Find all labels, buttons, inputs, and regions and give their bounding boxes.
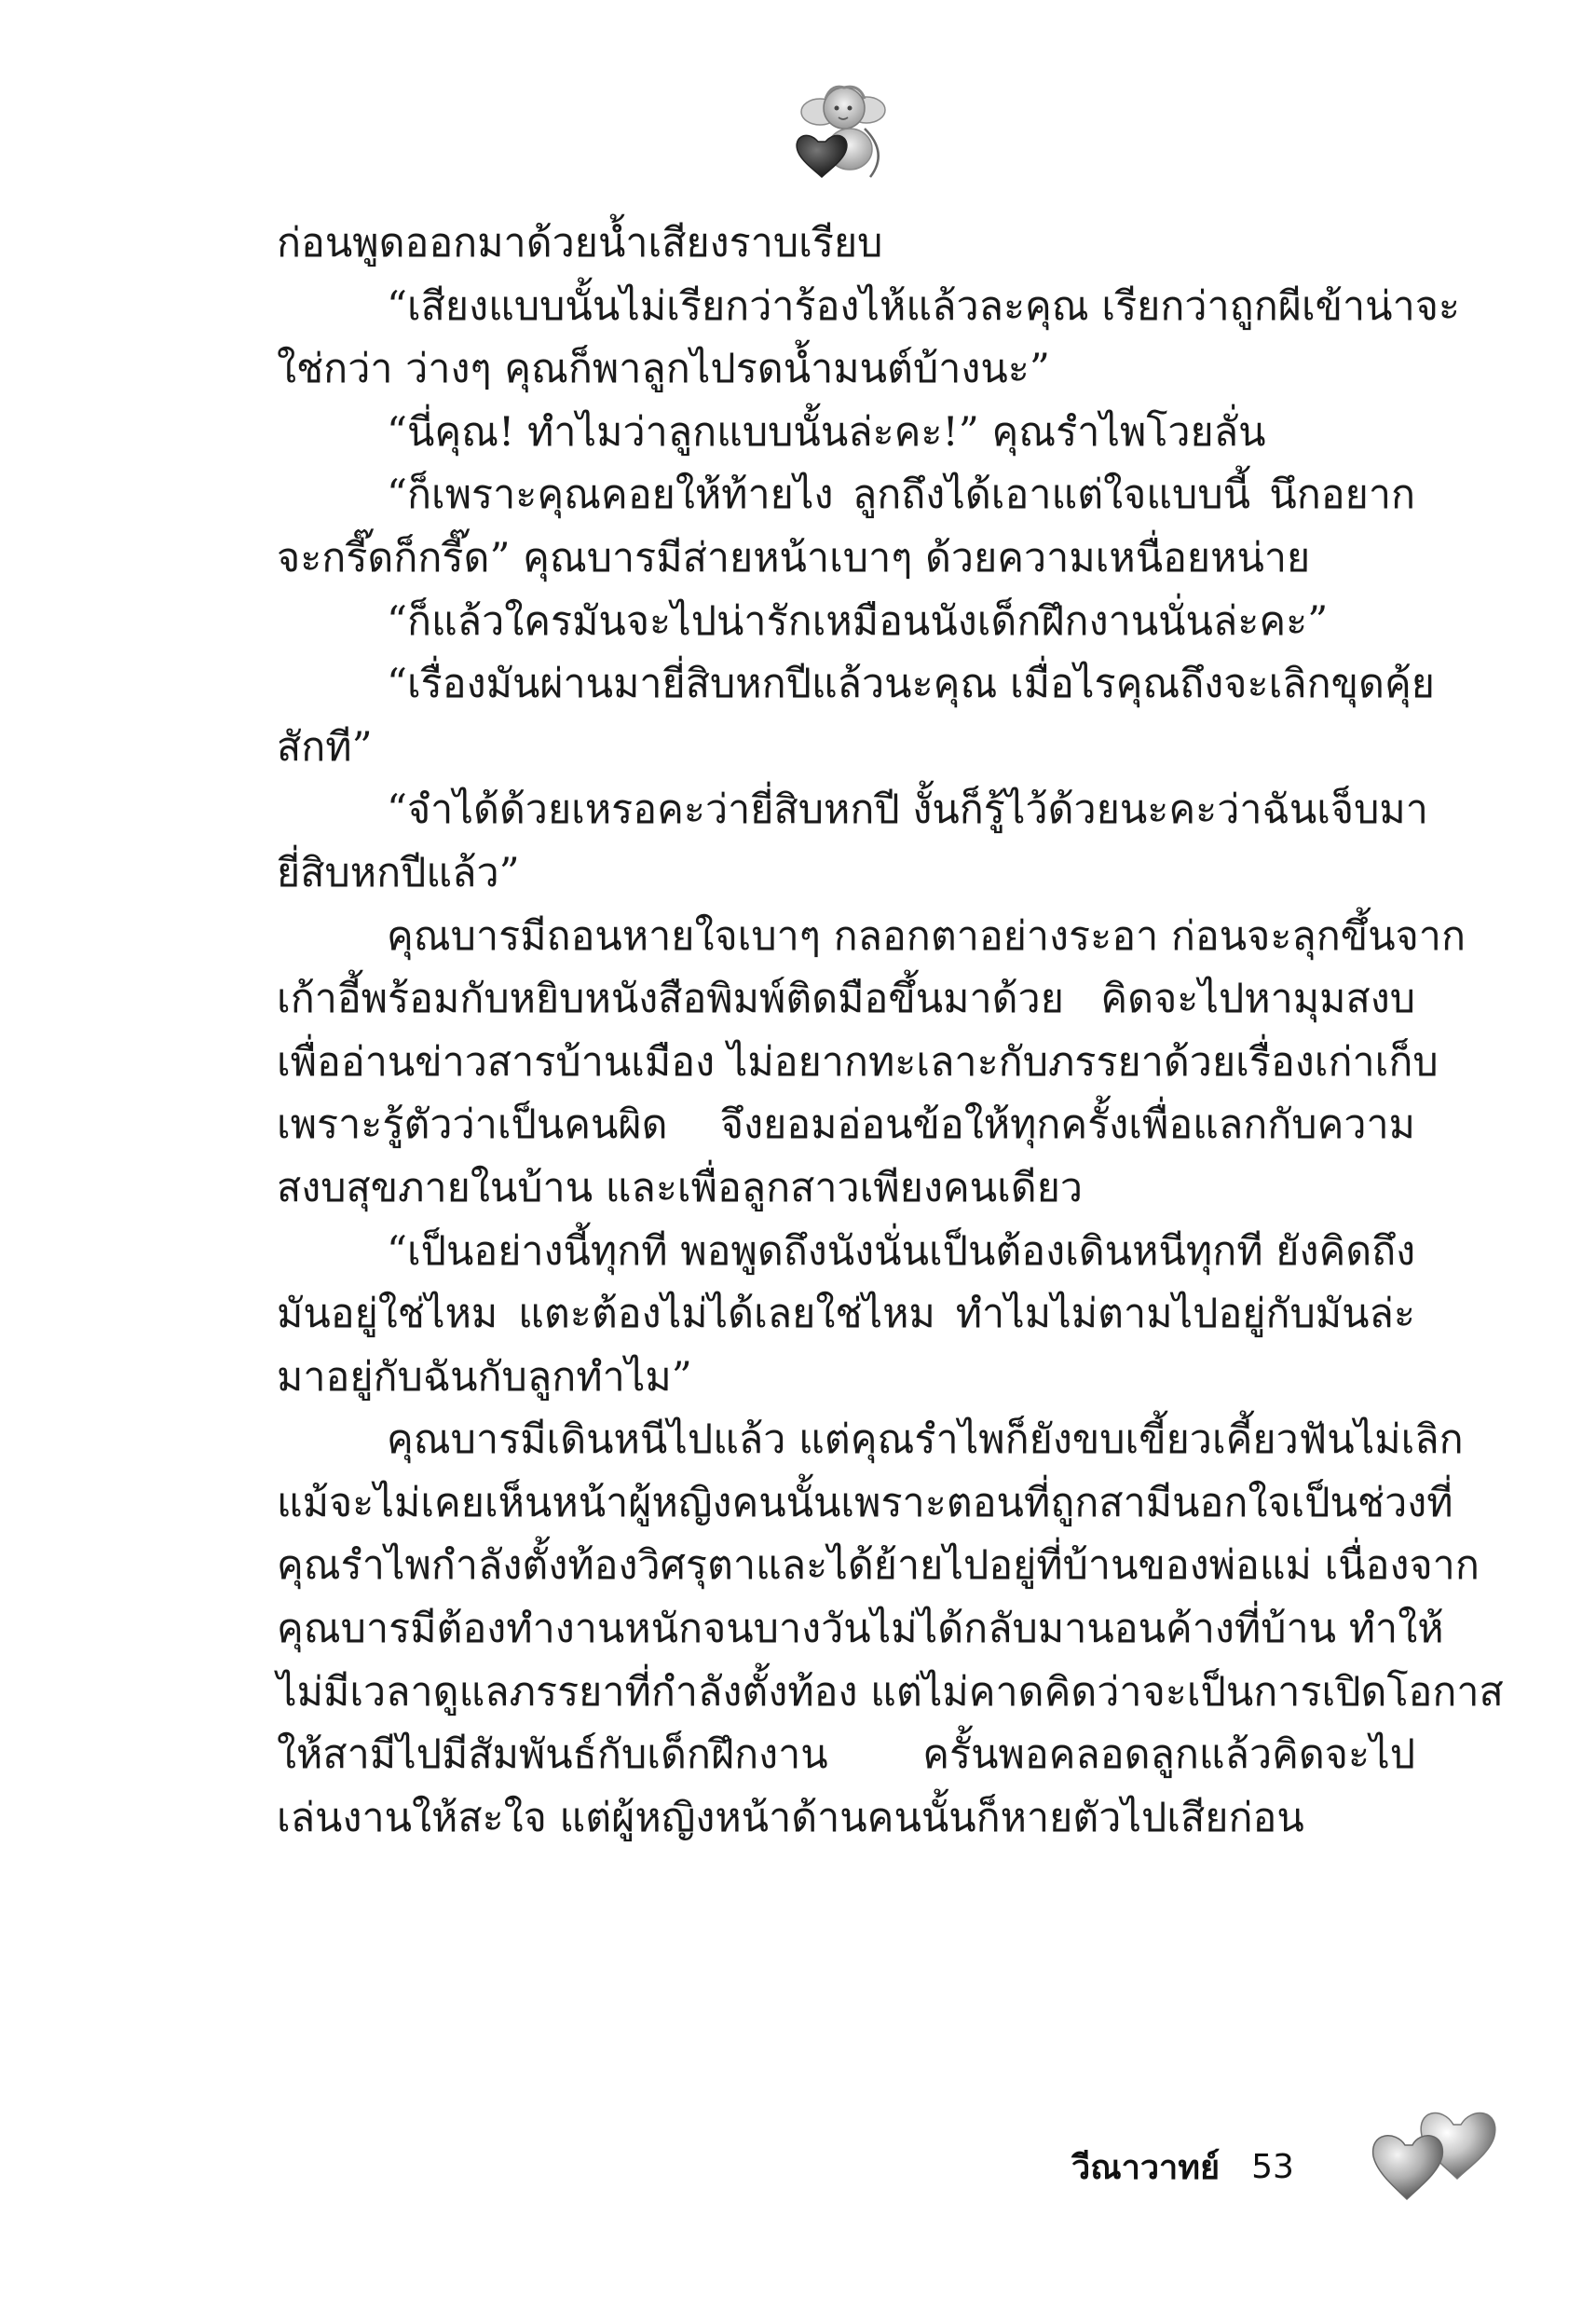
paragraph-line: “เรื่องมันผ่านมายี่สิบหกปีแล้วนะคุณ เมื่อไรคุณถึงจะเลิกขุดคุ้ย <box>387 661 1435 708</box>
paragraph-line: เพื่ออ่านข่าวสารบ้านเมือง ไม่อยากทะเลาะกับภรรยาด้วยเรื่องเก่าเก็บ <box>277 1038 1439 1086</box>
paragraph-line: “จำได้ด้วยเหรอคะว่ายี่สิบหกปี งั้นก็รู้ไว้ด้วยนะคะว่าฉันเจ็บมา <box>387 786 1428 834</box>
paragraph-line: คุณบารมีเดินหนีไปแล้ว แต่คุณรำไพก็ยังขบเขี้ยวเคี้ยวฟันไม่เลิก <box>387 1416 1464 1464</box>
paragraph-line: เก้าอี้พร้อมกับหยิบหนังสือพิมพ์ติดมือขึ้นมาด้วย คิดจะไปหามุมสงบ <box>277 976 1415 1023</box>
paragraph-line: คุณบารมีต้องทำงานหนักจนบางวันไม่ได้กลับมานอนค้างที่บ้าน ทำให้ <box>277 1606 1444 1653</box>
paragraph-line: คุณรำไพกำลังตั้งท้องวิศรุตาและได้ย้ายไปอยู่ที่บ้านของพ่อแม่ เนื่องจาก <box>277 1542 1480 1590</box>
body-text <box>277 212 1504 1850</box>
book-title: วีณาวาทย์ <box>1071 2148 1221 2187</box>
paragraph-line: “ก็แล้วใครมันจะไปน่ารักเหมือนนังเด็กฝึกงานนั่นล่ะคะ” <box>387 597 1329 645</box>
paragraph-line: “นี่คุณ! ทำไมว่าลูกแบบนั้นล่ะคะ!” คุณรำไพโวยลั่น <box>387 408 1266 456</box>
page-footer <box>1071 2134 1294 2199</box>
paragraph-line: คุณบารมีถอนหายใจเบาๆ กลอกตาอย่างระอา ก่อนจะลุกขึ้นจาก <box>387 912 1466 960</box>
paragraph-line: จะกรี๊ดก็กรี๊ด” คุณบารมีส่ายหน้าเบาๆ ด้วยความเหนื่อยหน่าย <box>277 534 1311 581</box>
paragraph-line: ให้สามีไปมีสัมพันธ์กับเด็กฝึกงาน ครั้นพอคลอดลูกแล้วคิดจะไป <box>277 1731 1415 1779</box>
paragraph-line: แม้จะไม่เคยเห็นหน้าผู้หญิงคนนั้นเพราะตอนที่ถูกสามีนอกใจเป็นช่วงที่ <box>277 1479 1453 1526</box>
page-number: 53 <box>1251 2147 1294 2186</box>
cupid-with-heart-icon <box>784 73 896 185</box>
paragraph-line: ใช่กว่า ว่างๆ คุณก็พาลูกไปรดน้ำมนต์บ้างนะ” <box>277 346 1050 393</box>
paragraph-line: “เสียงแบบนั้นไม่เรียกว่าร้องไห้แล้วละคุณ เรียกว่าถูกผีเข้าน่าจะ <box>387 282 1461 330</box>
paragraph-line: ไม่มีเวลาดูแลภรรยาที่กำลังตั้งท้อง แต่ไม่คาดคิดว่าจะเป็นการเปิดโอกาส <box>277 1668 1504 1716</box>
paragraph-line: “ก็เพราะคุณคอยให้ท้ายไง ลูกถึงได้เอาแต่ใจแบบนี้ นึกอยาก <box>387 472 1415 519</box>
paragraph-line: มันอยู่ใช่ไหม แตะต้องไม่ได้เลยใช่ไหม ทำไมไม่ตามไปอยู่กับมันล่ะ <box>277 1291 1415 1338</box>
paragraph-line: มาอยู่กับฉันกับลูกทำไม” <box>277 1353 692 1401</box>
paragraph-line: ยี่สิบหกปีแล้ว” <box>277 849 520 896</box>
paragraph-line: เพราะรู้ตัวว่าเป็นคนผิด จึงยอมอ่อนข้อให้ทุกครั้งเพื่อแลกกับความ <box>277 1101 1415 1149</box>
paragraph-line: เล่นงานให้สะใจ แต่ผู้หญิงหน้าด้านคนนั้นก็หายตัวไปเสียก่อน <box>277 1794 1304 1841</box>
two-silver-hearts-icon <box>1360 2087 1509 2208</box>
paragraph-line: “เป็นอย่างนี้ทุกที พอพูดถึงนังนั่นเป็นต้องเดินหนีทุกที ยังคิดถึง <box>387 1227 1416 1275</box>
paragraph-line: ก่อนพูดออกมาด้วยน้ำเสียงราบเรียบ <box>277 220 883 267</box>
paragraph-line: สงบสุขภายในบ้าน และเพื่อลูกสาวเพียงคนเดียว <box>277 1164 1084 1211</box>
paragraph-line: สักที” <box>277 723 373 771</box>
